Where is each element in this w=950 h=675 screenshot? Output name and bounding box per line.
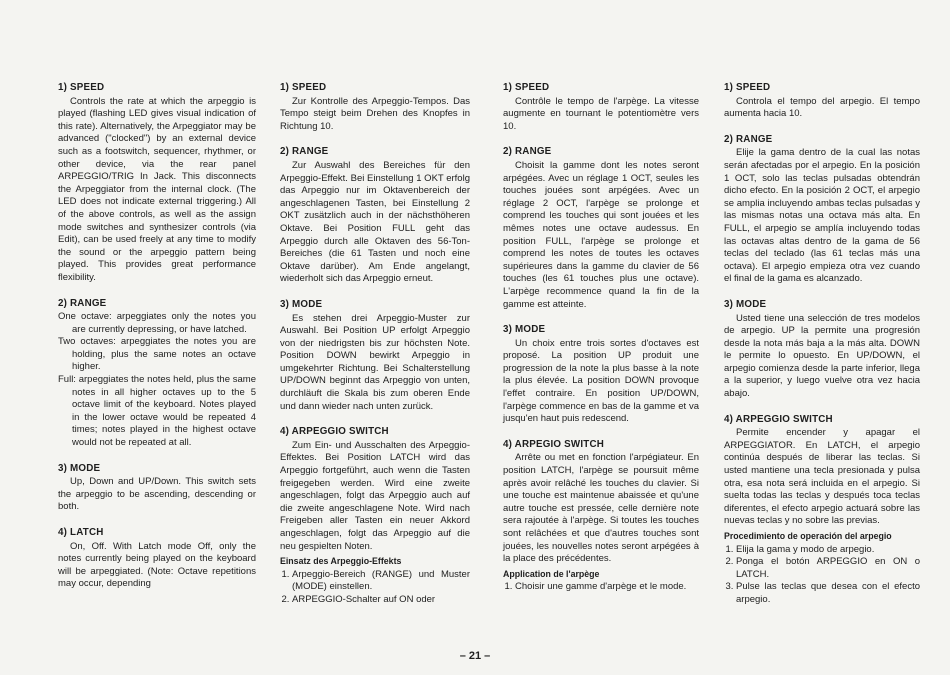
section (503, 324, 699, 426)
section-heading: 2) RANGE (280, 146, 329, 158)
body-paragraph: Contrôle le tempo de l'arpège. La vitesse augmente en tournant le potentiomètre vers 10. (503, 95, 699, 132)
body-paragraph: Controls the rate at which the arpeggio is played (flashing LED gives visual indication of this rate). Alternatively, the Arpeggiator may be advanced ("clocked") by an external device such as a footswitch, sequencer, rhythmer, or other device, via the rear panel ARPEGGIO/TRIG In Jack. This disconnects the Arpeggiator from the internal clock. (The LED does not indicate external triggering.) All of the above controls, as well as the assign mode switches and synthesizer controls (via Edit), can be used freely at any time to modify the sound or the arpeggio pattern being played. This provides great performance flexibility. (58, 95, 256, 283)
section (280, 299, 470, 413)
section-heading: 3) MODE (280, 298, 323, 310)
body-paragraph: Zur Auswahl des Bereiches für den Arpeggio-Effekt. Bei Einstellung 1 OKT erfolg das Arpeggio nur im Oktavenbereich der angeschlagenen Tasten, bei Einstellung 2 OKT zusätzlich auch in der nächsthöheren Oktave. Bei Position FULL geht das Arpeggio durch alle Oktaven des 56-Ton-Bereiches (die 61 Tasten und noch eine Oktave darüber). Am Ende angelangt, wiederholt sich das Arpeggio erneut. (280, 159, 470, 285)
section (58, 298, 256, 450)
section-heading: 2) RANGE (58, 297, 107, 309)
body-paragraph: Elije la gama dentro de la cual las notas serán afectadas por el arpegio. En la posición 1 OCT, solo las teclas pulsadas obtendrán dicho efecto. En la posición 2 OCT, el arpegio se amplia incluyendo ambas teclas pulsadas y las mismas notas una octava más alta. En FULL, el arpegio se amplía incluyendo todas las octavas altas dentro de la gama de 56 teclas del teclado (las 61 teclas más una octava). El arpegio empieza otra vez cuando el final de la gama es alcanzado. (724, 147, 920, 285)
column-english (58, 82, 256, 604)
section (724, 82, 920, 121)
section-heading: 4) LATCH (58, 527, 104, 538)
procedure-heading: Einsatz des Arpeggio-Effekts (280, 556, 402, 567)
body-paragraph: Un choix entre trois sortes d'octaves est proposé. La position UP produit une progression de la note la plus basse à la note la plus élevée. La position DOWN provoque l'effet contraire. En position UP/DOWN, l'arpège commence en bas de la gamme et va jusqu'en haut puis redescend. (503, 337, 699, 425)
section (503, 82, 699, 133)
procedure-step: 3. Pulse las teclas que desea con el efecto arpegio. (736, 581, 920, 606)
section-heading: 3) MODE (58, 462, 101, 474)
section (724, 299, 920, 401)
body-paragraph: Up, Down and UP/Down. This switch sets the arpeggio to be ascending, descending or both. (58, 476, 256, 513)
procedure-step: 2. Ponga el botón ARPEGGIO en ON o LATCH. (736, 556, 920, 581)
procedure-heading: Procedimiento de operación del arpegio (724, 531, 892, 541)
body-paragraph: Arrête ou met en fonction l'arpégiateur. En position LATCH, l'arpège se poursuit même après avoir relâché les touches du clavier. Si une touche est maintenue abaissée et qu'une autre touche est pressée, celle dernière note sera rajoutée à l'arpège. Si toutes les touches sont relâchées et que d'autres touches sont jouées, les nouvelles notes seront arpégées à la place des précédentes. (503, 452, 699, 565)
procedure-list (503, 581, 699, 594)
section (58, 82, 256, 285)
section-heading: 4) ARPEGGIO SWITCH (280, 426, 389, 438)
section (280, 426, 470, 606)
option-description: Full: arpeggiates the notes held, plus the same notes in all higher octaves up to the 5 octave limit of the keyboard. Notes played in the lower octave would be repeated 4 times; notes played in the highest octave would not be repeated at all. (58, 374, 256, 449)
body-paragraph: Zum Ein- und Ausschalten des Arpeggio-Effektes. Bei Position LATCH wird das Arpeggio fortgeführt, auch wenn die Tasten freigegeben werden. Wird eine zweite angeschlagen, folgt das Arpeggio auch auf die zweite angeschlagene Note. Wird nach Freigeben aller Tasten ein neuer Akkord angeschlagen, folgt das Arpeggio auf die neu gespielten Noten. (280, 439, 470, 552)
section-heading: 1) SPEED (724, 82, 771, 93)
section-heading: 4) ARPEGIO SWITCH (503, 438, 605, 450)
section-heading: 2) RANGE (724, 133, 773, 145)
section (724, 134, 920, 286)
procedure-step: 1. Elija la gama y modo de arpegio. (736, 544, 920, 557)
section (280, 82, 470, 133)
section-heading: 1) SPEED (503, 82, 550, 93)
section (503, 146, 699, 311)
option-description: One octave: arpeggiates only the notes you are currently depressing, or have latched. (58, 311, 256, 335)
column-spanish (724, 82, 920, 620)
body-paragraph: On, Off. With Latch mode Off, only the notes currently being played on the keyboard will be arpeggiated. (Note: Octave repetitions may occur, depending (58, 540, 256, 590)
body-paragraph: Permite encender y apagar el ARPEGGIATOR. En LATCH, el arpegio continúa después de liberar las teclas. Si usted mantiene una tecla presionada y pulsa otra, esa nota será incluida en el arpegio. Si suelta todas las teclas y después toca teclas diferentes, el efecto arpegio actuará sobre las nuevas teclas y no sobre las previas. (724, 427, 920, 527)
body-paragraph: Controla el tempo del arpegio. El tempo aumenta hacia 10. (724, 95, 920, 120)
section (58, 463, 256, 514)
section-heading: 3) MODE (724, 298, 767, 310)
page-number: – 21 – (459, 650, 491, 662)
option-description: Two octaves: arpeggiates the notes you are holding, plus the same notes an octave higher. (58, 336, 256, 373)
section-heading: 4) ARPEGGIO SWITCH (724, 413, 833, 425)
procedure-step: 2. ARPEGGIO-Schalter auf ON oder (292, 594, 470, 607)
section (58, 527, 256, 591)
section-heading: 3) MODE (503, 324, 546, 336)
body-paragraph: Usted tiene una selección de tres modelos de arpegio. UP la permite una progresión desde la nota más baja a la más alta. DOWN le permite lo opuesto. En UP/DOWN, el arpegio comienza desde la parte inferior, llega a la superior, y luego vuelve otra vez hacia abajo. (724, 312, 920, 400)
procedure-step: 1. Arpeggio-Bereich (RANGE) und Muster (MODE) einstellen. (292, 569, 470, 594)
body-paragraph: Es stehen drei Arpeggio-Muster zur Auswahl. Bei Position UP erfolgt Arpeggio von der niedrigsten bis zur höchsten Note. Position DOWN bewirkt Arpeggio in umgekehrter Richtung. Bei Schalterstellung UP/DOWN beginnt das Arpeggio von unten, durchläuft die Skala bis zum oberen Ende und dann wieder nach unten zurück. (280, 312, 470, 412)
procedure-step: 1. Choisir une gamme d'arpège et le mode. (515, 581, 699, 594)
body-paragraph: Choisit la gamme dont les notes seront arpégées. Avec un réglage 1 OCT, seules les touches jouées sont arpégées. Avec un réglage 2 OCT, l'arpège se prolonge et comprend les touches qui sont jouées et les mêmes notes une octave audessus. En position FULL, l'arpège se prolonge et comprend les notes de toutes les octaves supérieures dans la gamme du clavier de 56 touches (les 61 touches plus une octave). L'arpège recommence quand la fin de la gamme est atteinte. (503, 159, 699, 310)
column-german (280, 82, 470, 620)
section-heading: 2) RANGE (503, 146, 552, 158)
procedure-heading: Application de l'arpège (503, 568, 600, 579)
procedure-list (724, 544, 920, 607)
body-paragraph: Zur Kontrolle des Arpeggio-Tempos. Das Tempo steigt beim Drehen des Knopfes in Richtung 10. (280, 95, 470, 132)
section (724, 414, 920, 607)
section (280, 146, 470, 286)
procedure-list (280, 569, 470, 607)
column-french (503, 82, 699, 607)
section-heading: 1) SPEED (280, 82, 327, 93)
section-heading: 1) SPEED (58, 82, 105, 93)
section (503, 439, 699, 594)
